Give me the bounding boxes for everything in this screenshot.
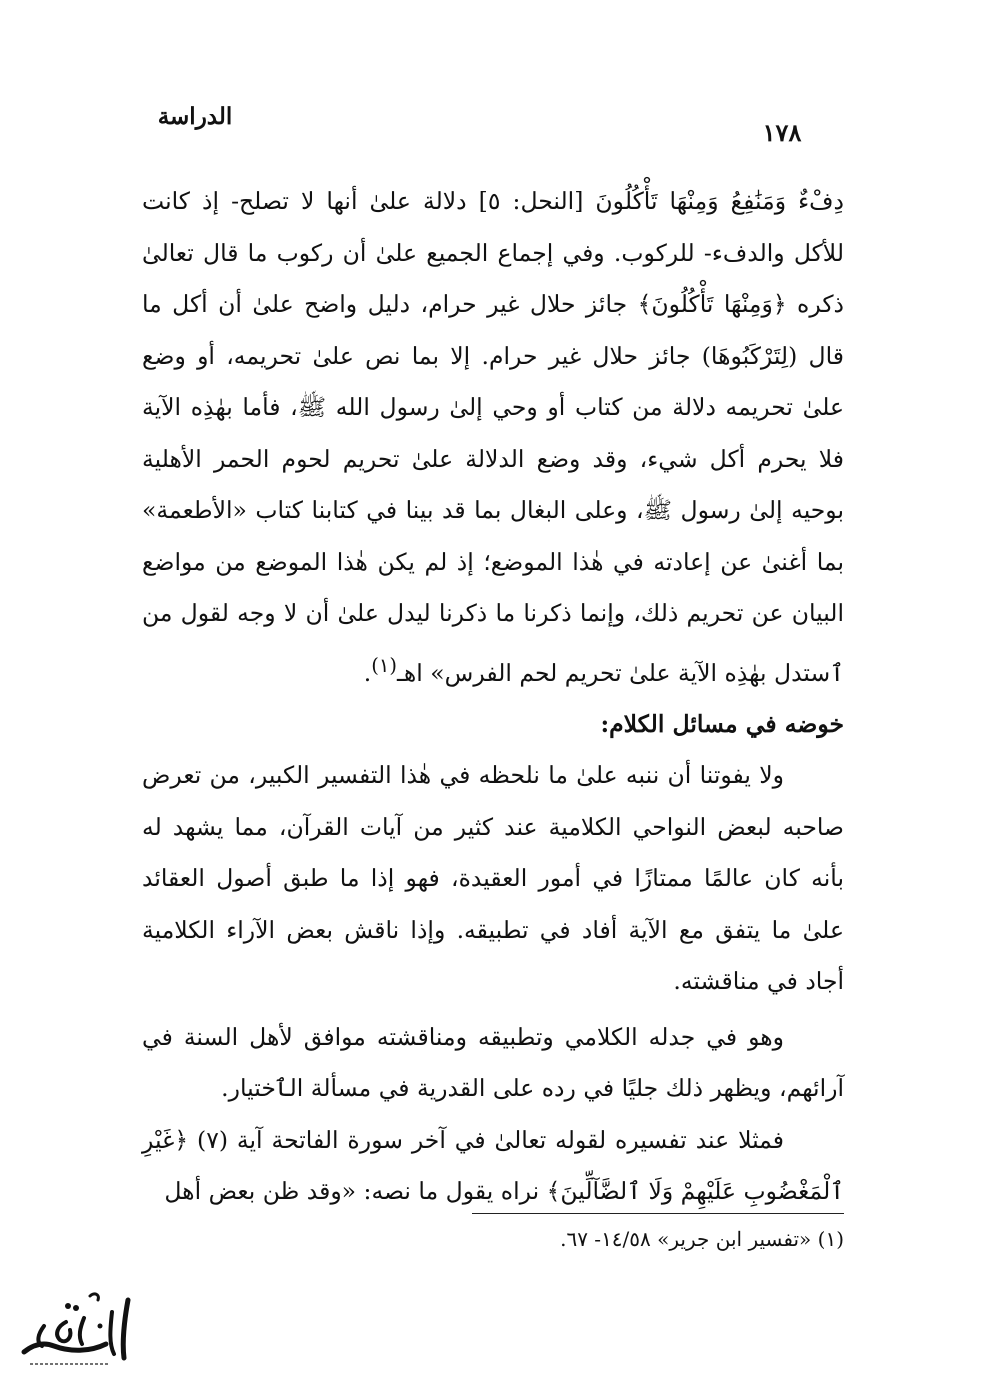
paragraph-3: وهو في جدله الكلامي وتطبيقه ومناقشته موافق لأهل السنة في آرائهم، ويظهر ذلك جليًا في رده على القدرية في مسألة الٱختيار.: [142, 1022, 844, 1103]
running-title: الدراسة: [157, 103, 233, 130]
paragraph-text: .: [363, 658, 372, 687]
footnote-reference[interactable]: (١): [371, 653, 398, 677]
paragraph-text: [النحل: ٥] دلالة علىٰ أنها لا تصلح- إذ كانت للأكل والدفء- للركوب. وفي إجماع الجميع علىٰ أن ركوب ما قال تعالىٰ ذكره: [142, 187, 844, 318]
paragraph-2: ولا يفوتنا أن ننبه علىٰ ما نلحظه في هٰذا التفسير الكبير، من تعرض صاحبه لبعض النواحي الكلامية عند كثير من آيات القرآن، مما يشهد له بأنه كان عالمًا ممتازًا في أمور العقيدة، فهو إذا ما طبق أصول العقائد علىٰ ما يتفق مع الآية أفاد في تطبيقه. وإذا ناقش بعض الآراء الكلامية أجاد في مناقشته.: [142, 761, 844, 996]
section-heading: خوضه في مسائل الكلام:: [600, 709, 844, 738]
quran-quote: دِفْءٌ وَمَنَٰفِعُ وَمِنْهَا تَأْكُلُونَ: [595, 187, 844, 215]
publisher-calligraphy-logo: [10, 1282, 142, 1372]
quran-quote: ﴿وَمِنْهَا تَأْكُلُونَ﴾: [637, 290, 787, 318]
paragraph-4: [142, 1115, 844, 1218]
paragraph-1: [142, 176, 844, 699]
paragraph-text: نراه يقول ما نصه: «وقد ظن بعض أهل: [164, 1177, 547, 1206]
footnote-divider: [472, 1213, 844, 1214]
page-number: ١٧٨: [762, 118, 802, 147]
footnote: (١) «تفسير ابن جرير» ١٤/٥٨- ٦٧.: [560, 1227, 844, 1251]
paragraph-text: جائز حلال غير حرام، دليل واضح علىٰ أن أكل ما قال (لِتَرْكَبُوهَا) جائز حلال غير حرام. إلا بما نص علىٰ تحريمه، أو وضع علىٰ تحريمه دلالة من كتاب أو وحي إلىٰ رسول الله ﷺ، فأما بهٰذِه الآية فلا يحرم أكل شيء، وقد وضع الدلالة علىٰ تحريم لحوم الحمر الأهلية بوحيه إلىٰ رسول ﷺ، وعلى البغال بما قد بينا في كتابنا كتاب «الأطعمة» بما أغنىٰ عن إعادته في هٰذا الموضع؛ إذ لم يكن هٰذا الموضع من مواضع البيان عن تحريم ذلك، وإنما ذكرنا ما ذكرنا ليدل علىٰ أن لا وجه لقول من ٱستدل بهٰذِه الآية علىٰ تحريم لحم الفرس» اهـ: [142, 290, 844, 687]
quran-quote: ﴿غَيْرِ ٱلْمَغْضُوبِ عَلَيْهِمْ وَلَا ٱلضَّآلِّينَ﴾: [142, 1125, 844, 1206]
paragraph-text: فمثلا عند تفسيره لقوله تعالىٰ في آخر سورة الفاتحة آية (٧): [188, 1125, 784, 1154]
main-text: [142, 176, 844, 1218]
